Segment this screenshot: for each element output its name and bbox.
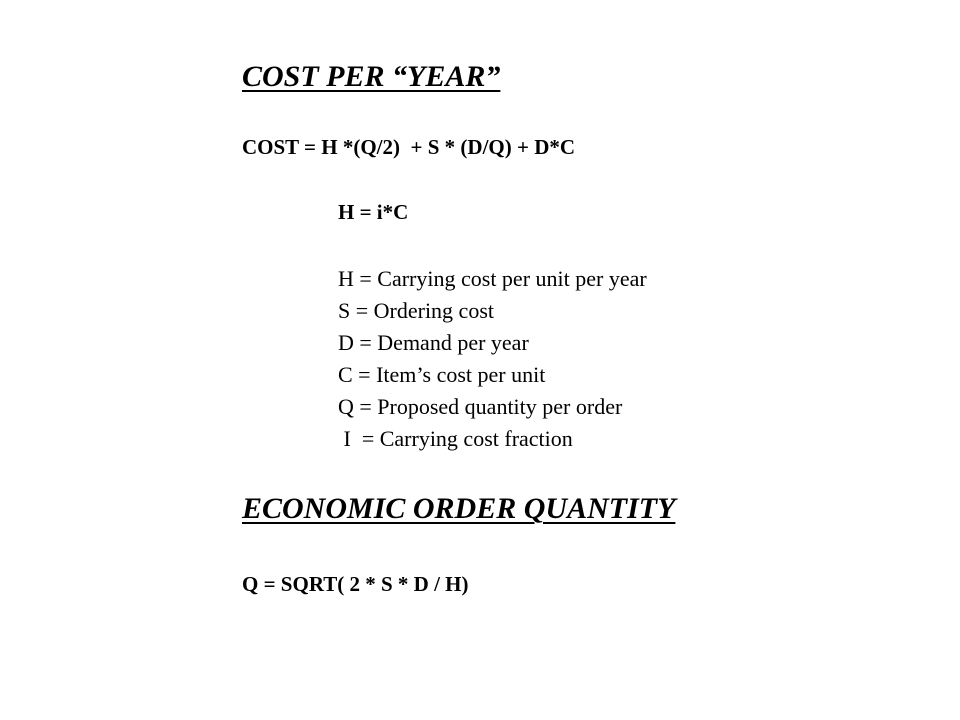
definition-c: C = Item’s cost per unit — [338, 362, 546, 387]
definition-h: H = Carrying cost per unit per year — [338, 266, 647, 291]
cost-formula: COST = H *(Q/2) + S * (D/Q) + D*C — [242, 135, 576, 159]
eoq-heading: ECONOMIC ORDER QUANTITY — [242, 492, 676, 525]
cost-per-year-heading: COST PER “YEAR” — [242, 60, 501, 93]
definition-d: D = Demand per year — [338, 330, 529, 355]
definition-q: Q = Proposed quantity per order — [338, 394, 623, 419]
holding-cost-formula: H = i*C — [338, 200, 409, 224]
eoq-formula: Q = SQRT( 2 * S * D / H) — [242, 572, 469, 596]
definition-i: I = Carrying cost fraction — [338, 426, 573, 451]
variable-definitions — [338, 263, 647, 455]
definition-s: S = Ordering cost — [338, 298, 494, 323]
